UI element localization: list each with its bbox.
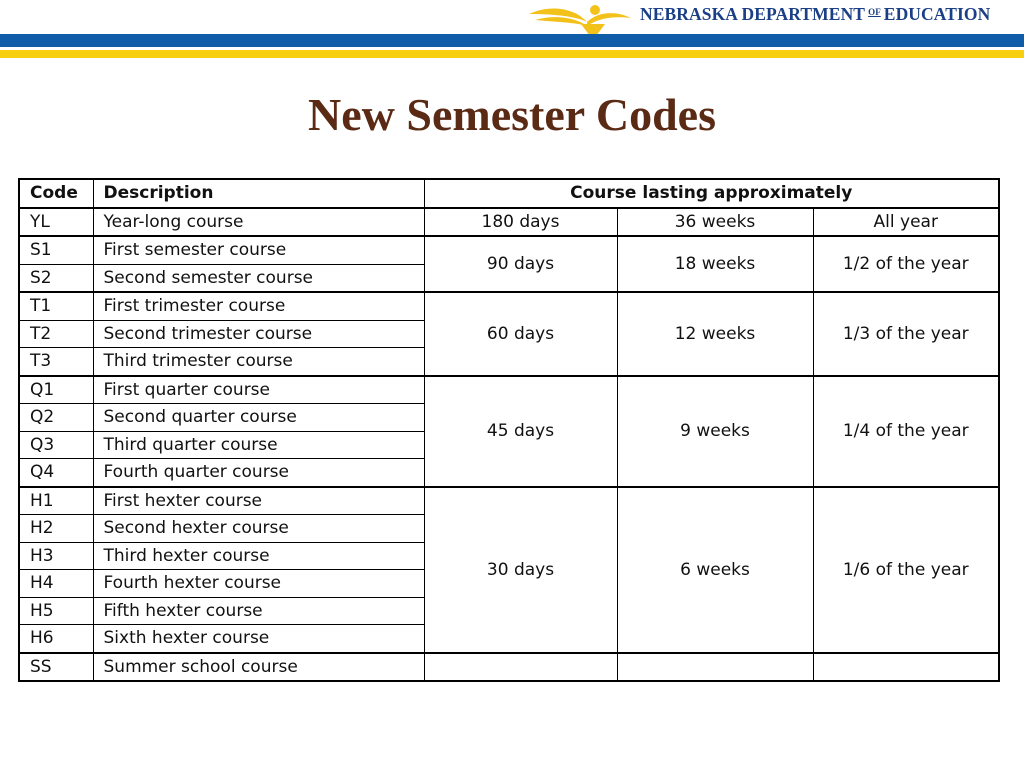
- fraction-cell: All year: [813, 208, 999, 237]
- description-cell: First hexter course: [93, 487, 424, 515]
- weeks-cell: 18 weeks: [617, 236, 813, 292]
- table-row: [19, 376, 999, 404]
- description-cell: Second trimester course: [93, 320, 424, 348]
- code-cell: H3: [19, 542, 93, 570]
- code-cell: T3: [19, 348, 93, 376]
- days-cell: 180 days: [424, 208, 617, 237]
- weeks-cell: 12 weeks: [617, 292, 813, 376]
- table-row: [19, 653, 999, 682]
- code-cell: YL: [19, 208, 93, 237]
- description-cell: First quarter course: [93, 376, 424, 404]
- code-cell: Q3: [19, 431, 93, 459]
- description-cell: Fourth quarter course: [93, 459, 424, 487]
- code-cell: H6: [19, 625, 93, 653]
- header-description: Description: [93, 179, 424, 208]
- org-name: NEBRASKA DEPARTMENT $^{OF}$ EDUCATION: [640, 4, 991, 24]
- description-cell: First semester course: [93, 236, 424, 264]
- code-cell: S1: [19, 236, 93, 264]
- page-title: New Semester Codes: [308, 89, 716, 140]
- code-cell: Q2: [19, 404, 93, 432]
- fraction-cell: 1/3 of the year: [813, 292, 999, 376]
- description-cell: Second hexter course: [93, 515, 424, 543]
- description-cell: First trimester course: [93, 292, 424, 320]
- description-cell: Third trimester course: [93, 348, 424, 376]
- empty-cell: [424, 653, 617, 682]
- semester-codes-table: [18, 178, 1000, 682]
- days-cell: 45 days: [424, 376, 617, 487]
- table-row: [19, 292, 999, 320]
- header-duration: Course lasting approximately: [424, 179, 999, 208]
- code-cell: T1: [19, 292, 93, 320]
- description-cell: Fifth hexter course: [93, 597, 424, 625]
- semester-codes-table-wrapper: [18, 178, 1000, 682]
- header: [0, 0, 1024, 60]
- description-cell: Second quarter course: [93, 404, 424, 432]
- empty-cell: [617, 653, 813, 682]
- weeks-cell: 36 weeks: [617, 208, 813, 237]
- code-cell: T2: [19, 320, 93, 348]
- description-cell: Year-long course: [93, 208, 424, 237]
- days-cell: 90 days: [424, 236, 617, 292]
- code-cell: H2: [19, 515, 93, 543]
- code-cell: H1: [19, 487, 93, 515]
- description-cell: Sixth hexter course: [93, 625, 424, 653]
- table-row: [19, 208, 999, 237]
- weeks-cell: 6 weeks: [617, 487, 813, 653]
- empty-cell: [813, 653, 999, 682]
- code-cell: S2: [19, 264, 93, 292]
- days-cell: 30 days: [424, 487, 617, 653]
- description-cell: Third quarter course: [93, 431, 424, 459]
- fraction-cell: 1/4 of the year: [813, 376, 999, 487]
- code-cell: SS: [19, 653, 93, 682]
- code-cell: H5: [19, 597, 93, 625]
- days-cell: 60 days: [424, 292, 617, 376]
- header-code: Code: [19, 179, 93, 208]
- description-cell: Fourth hexter course: [93, 570, 424, 598]
- code-cell: Q4: [19, 459, 93, 487]
- fraction-cell: 1/6 of the year: [813, 487, 999, 653]
- fraction-cell: 1/2 of the year: [813, 236, 999, 292]
- table-row: [19, 236, 999, 264]
- table-row: [19, 487, 999, 515]
- header-blue-band: [0, 34, 1024, 47]
- weeks-cell: 9 weeks: [617, 376, 813, 487]
- code-cell: Q1: [19, 376, 93, 404]
- description-cell: Second semester course: [93, 264, 424, 292]
- table-header-row: [19, 179, 999, 208]
- code-cell: H4: [19, 570, 93, 598]
- description-cell: Summer school course: [93, 653, 424, 682]
- header-gold-band: [0, 50, 1024, 58]
- description-cell: Third hexter course: [93, 542, 424, 570]
